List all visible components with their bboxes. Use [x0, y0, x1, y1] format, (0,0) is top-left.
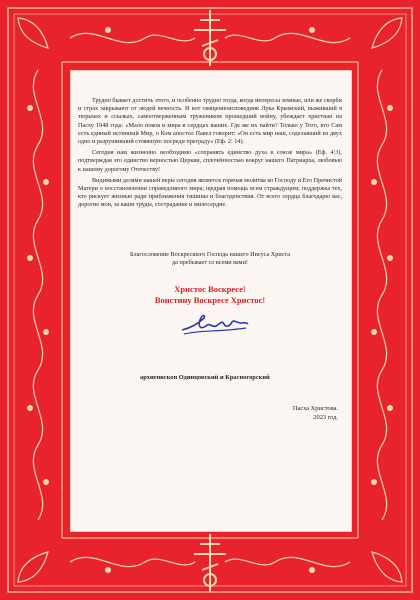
paragraph: Сегодня нам жизненно необходимо «сохранять единство духа в союзе мира» (Еф. 4:3), подтверждая это единство верностью Церкви, сплочённостью вокруг нашего Патриарха, любовью к нашему дорогому Отечеству! [78, 149, 342, 173]
date-line: Пасха Христова. [292, 405, 338, 412]
blessing-line: да пребывает со всеми вами! [172, 259, 248, 267]
handwritten-signature [180, 310, 250, 338]
paragraph: Трудно бывает достичь этого, и особенно трудно тогда, когда интересы земные, или же скорби и страх закрывают от людей вечность. И вот священноисповедник Лука Крымский, выживший в тюрьмах и ссылках, самоотверженным тружеником прошедший войну, убеждает христиан на Пасху 1948 года: «Мало покоя и мира в сердцах ваших. Где же их найти? Только у Того, кто Сам есть единый истинный Мир, о Ком апостол Павел говорит: «Он есть мир наш, соделавший из двух одно и разрушивший стоявшую посреди преграду» (Еф. 2: 14). [78, 97, 342, 146]
easter-greeting [78, 284, 342, 306]
letter-body [78, 97, 342, 213]
date-line: 2023 год. [313, 413, 338, 421]
paragraph: Видимыми делами нашей веры сегодня является горячая молитва ко Господу и Его Пречистой Матери о восстановлении справедливого мира; щедрая помощь всем страждущим; поддержка тех, кто рискует жизнью ради приближения тишины и благоденствия. От всего сердца благодарю вас, дорогие мои, за ваши труды, сострадание и милосердие. [78, 176, 342, 209]
signer-title: архиепископ Одинцовский и Красногорский [140, 374, 270, 381]
date-block [258, 405, 338, 422]
greeting-line: Воистину Воскресе Христос! [154, 295, 266, 305]
greeting-line: Христос Воскресе! [174, 284, 246, 294]
blessing [78, 251, 342, 267]
blessing-line: Благословение Воскресшего Господа нашего Иисуса Христа [130, 251, 290, 258]
